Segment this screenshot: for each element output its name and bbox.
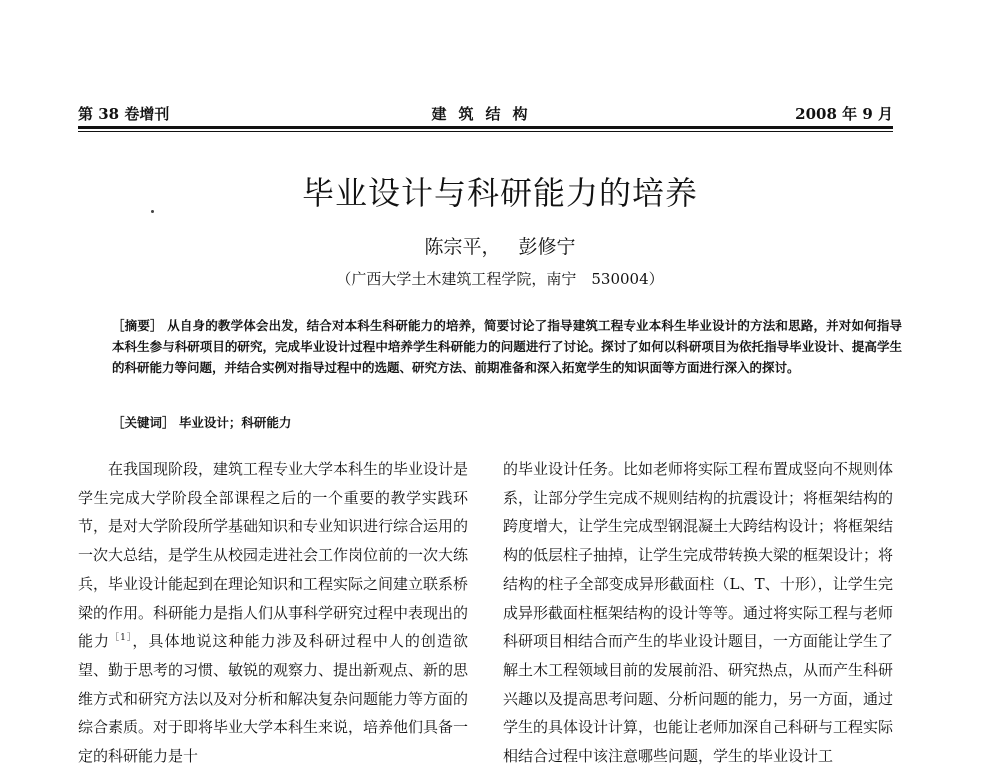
abstract-label: ［摘要］ xyxy=(112,318,163,333)
abstract-text: 从自身的教学体会出发，结合对本科生科研能力的培养，简要讨论了指导建筑工程专业本科生毕业设计的方法和思路，并对如何指导本科生参与科研项目的研究，完成毕业设计过程中培养学生科研能力的问题进行了讨论。探讨了如何以科研项目为依托指导毕业设计、提高学生的科研能力等问题，并结合实例对指导过程中的选题、研究方法、前期准备和深入拓宽学生的知识面等方面进行深入的探讨。 xyxy=(112,318,902,375)
citation-ref: ［1］ xyxy=(110,633,133,644)
author-1: 陈宗平， xyxy=(424,236,501,258)
keywords xyxy=(112,413,291,431)
keywords-label: ［关键词］ xyxy=(112,415,175,430)
left-paragraph xyxy=(78,455,468,771)
affiliation: （广西大学土木建筑工程学院，南宁 530004） xyxy=(336,270,664,288)
right-paragraph: 的毕业设计任务。比如老师将实际工程布置成竖向不规则体系，让部分学生完成不规则结构的抗震设计；将框架结构的跨度增大，让学生完成型钢混凝土大跨结构设计；将框架结构的低层柱子抽掉，让学生完成带转换大梁的框架设计；将结构的柱子全部变成异形截面柱（L、T、十形），让学生完成异形截面柱框架结构的设计等等。通过将实际工程与老师科研项目相结合而产生的毕业设计题目，一方面能让学生了解土木工程领域目前的发展前沿、研究热点，从而产生科研兴趣以及提高思考问题、分析问题的能力，另一方面，通过学生的具体设计计算，也能让老师加深自己科研与工程实际相结合过程中该注意哪些问题，学生的毕业设计工 xyxy=(503,460,894,766)
abstract xyxy=(112,315,902,378)
journal-name: 建筑结构 xyxy=(431,105,540,123)
left-text-1: 在我国现阶段，建筑工程专业大学本科生的毕业设计是学生完成大学阶段全部课程之后的一个重要的教学实践环节，是对大学阶段所学基础知识和专业知识进行综合运用的一次大总结，是学生从校园走进社会工作岗位前的一次大练兵，毕业设计能起到在理论知识和工程实际之间建立联系桥梁的作用。科研能力是指人们从事科学研究过程中表现出的能力 xyxy=(78,460,469,651)
body-column-right xyxy=(503,455,893,771)
issue-date: 2008 年 9 月 xyxy=(795,105,893,123)
keywords-text: 毕业设计；科研能力 xyxy=(178,415,292,430)
author-2: 彭修宁 xyxy=(518,236,576,258)
authors xyxy=(0,232,1000,259)
volume-label: 第 38 卷增刊 xyxy=(78,105,170,123)
running-header xyxy=(78,103,893,125)
body-column-left xyxy=(78,455,468,771)
header-rule-thin xyxy=(78,131,893,132)
header-rule-thick xyxy=(78,126,893,129)
paper-title: 毕业设计与科研能力的培养 xyxy=(301,174,698,212)
left-text-2: ，具体地说这种能力涉及科研过程中人的创造欲望、勤于思考的习惯、敏锐的观察力、提出新观点、新的思维方式和研究方法以及对分析和解决复杂问题能力等方面的综合素质。对于即将毕业大学本科生来说，培养他们具备一定的科研能力是十 xyxy=(78,632,469,766)
